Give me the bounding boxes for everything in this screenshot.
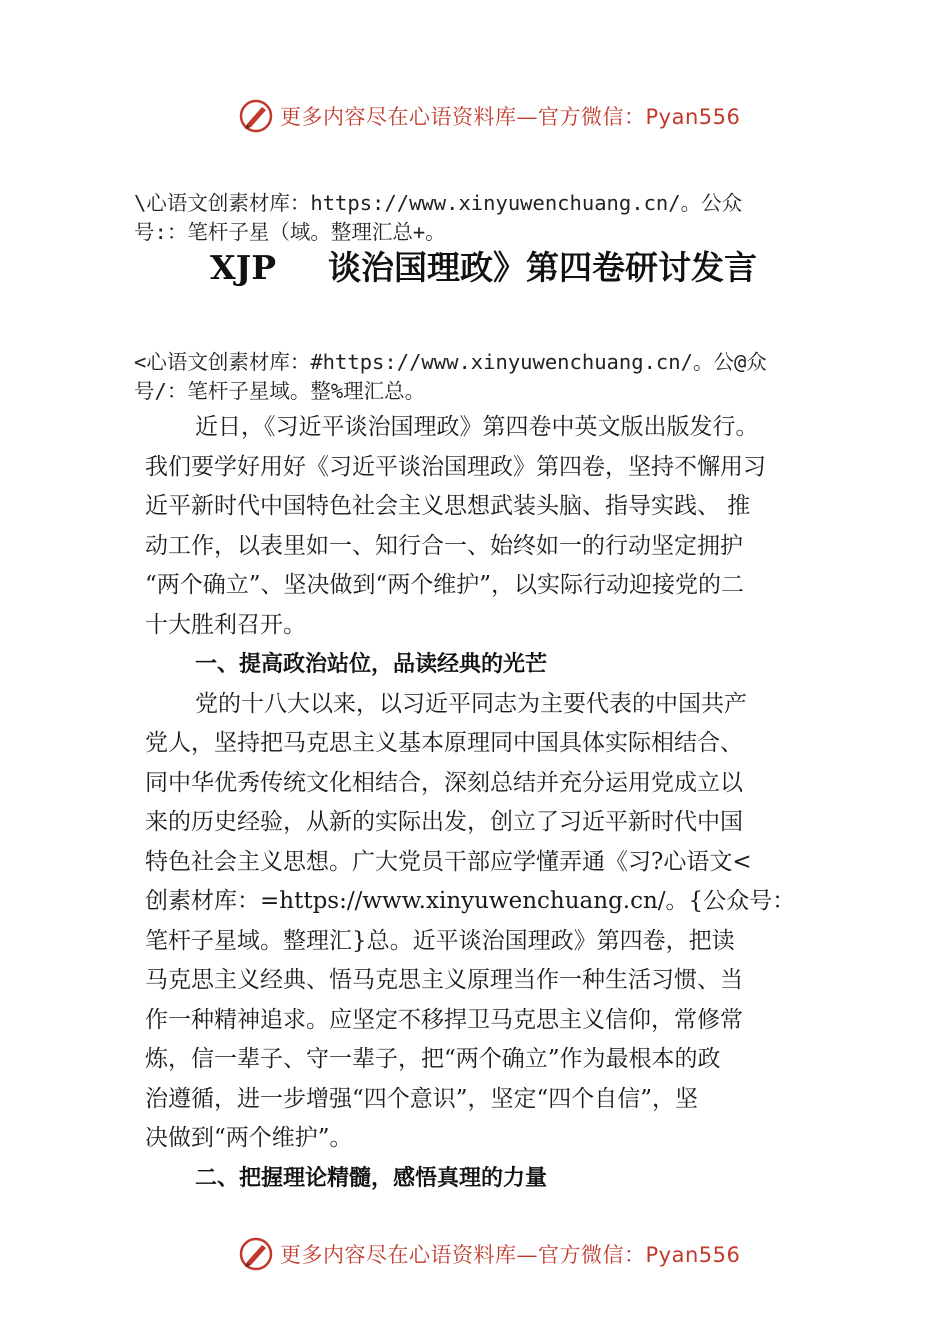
paragraph-section-1: 党的十八大以来，以习近平同志为主要代表的中国共产 党人，坚持把马克思主义基本原理同中国具体实际相结合、 同中华优秀传统文化相结合，深刻总结并充分运用党成立以 来的历史经验，从新的实际出发，创立了习近平新时代中国 特色社会主义思想。广大党员干部应学懂弄通《习?心语文< 创素材库：=https://www.xinyuwenchuang.cn/。{公众号： 笔杆子星域。整理汇}总。近平谈治国理政》第四卷，把读 马克思主义经典、悟马克思主义原理当作一种生活习惯、当 作一种精神追求。应坚定不移捍卫马克思主义信仰，常修常 炼，信一辈子、守一辈子，把“两个确立”作为最根本的政 治遵循，进一步增强“四个意识”，坚定“四个自信”，坚 决做到“两个维护”。 <box>145 690 796 1151</box>
section-heading-2: 二、把握理论精髓，感悟真理的力量 <box>195 1165 548 1191</box>
paragraph-intro: 近日，《习近平谈治国理政》第四卷中英文版出版发行。 我们要学好用好《习近平谈治国理政》第四卷，坚持不懈用习 近平新时代中国特色社会主义思想武装头脑、指导实践、 推 动工作，以表里如一、知行合一、始终如一的行动坚定拥护 “两个确立”、坚决做到“两个维护”，以实际行动迎接党的二 十大胜利召开。 <box>145 414 766 638</box>
banner-text: 更多内容尽在心语资料库—官方微信：Pyan556 <box>280 105 741 129</box>
document-title: XJP 谈治国理政》第四卷研讨发言 <box>210 248 757 287</box>
document-body <box>145 408 825 1198</box>
header-banner <box>238 96 758 136</box>
pen-logo-icon <box>238 1236 274 1272</box>
footer-banner <box>238 1234 758 1274</box>
section-heading-1: 一、提高政治站位，品读经典的光芒 <box>195 652 548 677</box>
watermark-text-2: <心语文创素材库：#https://www.xinyuwenchuang.cn/。公@众 号/：笔杆子星域。整%理汇总。 <box>134 350 767 403</box>
watermark-text-1: \心语文创素材库：https://www.xinyuwenchuang.cn/。公众 号:：笔杆子星（域。整理汇总+。 <box>134 191 743 244</box>
footer-banner-text: 更多内容尽在心语资料库—官方微信：Pyan556 <box>280 1243 741 1267</box>
pen-logo-icon <box>238 98 274 134</box>
